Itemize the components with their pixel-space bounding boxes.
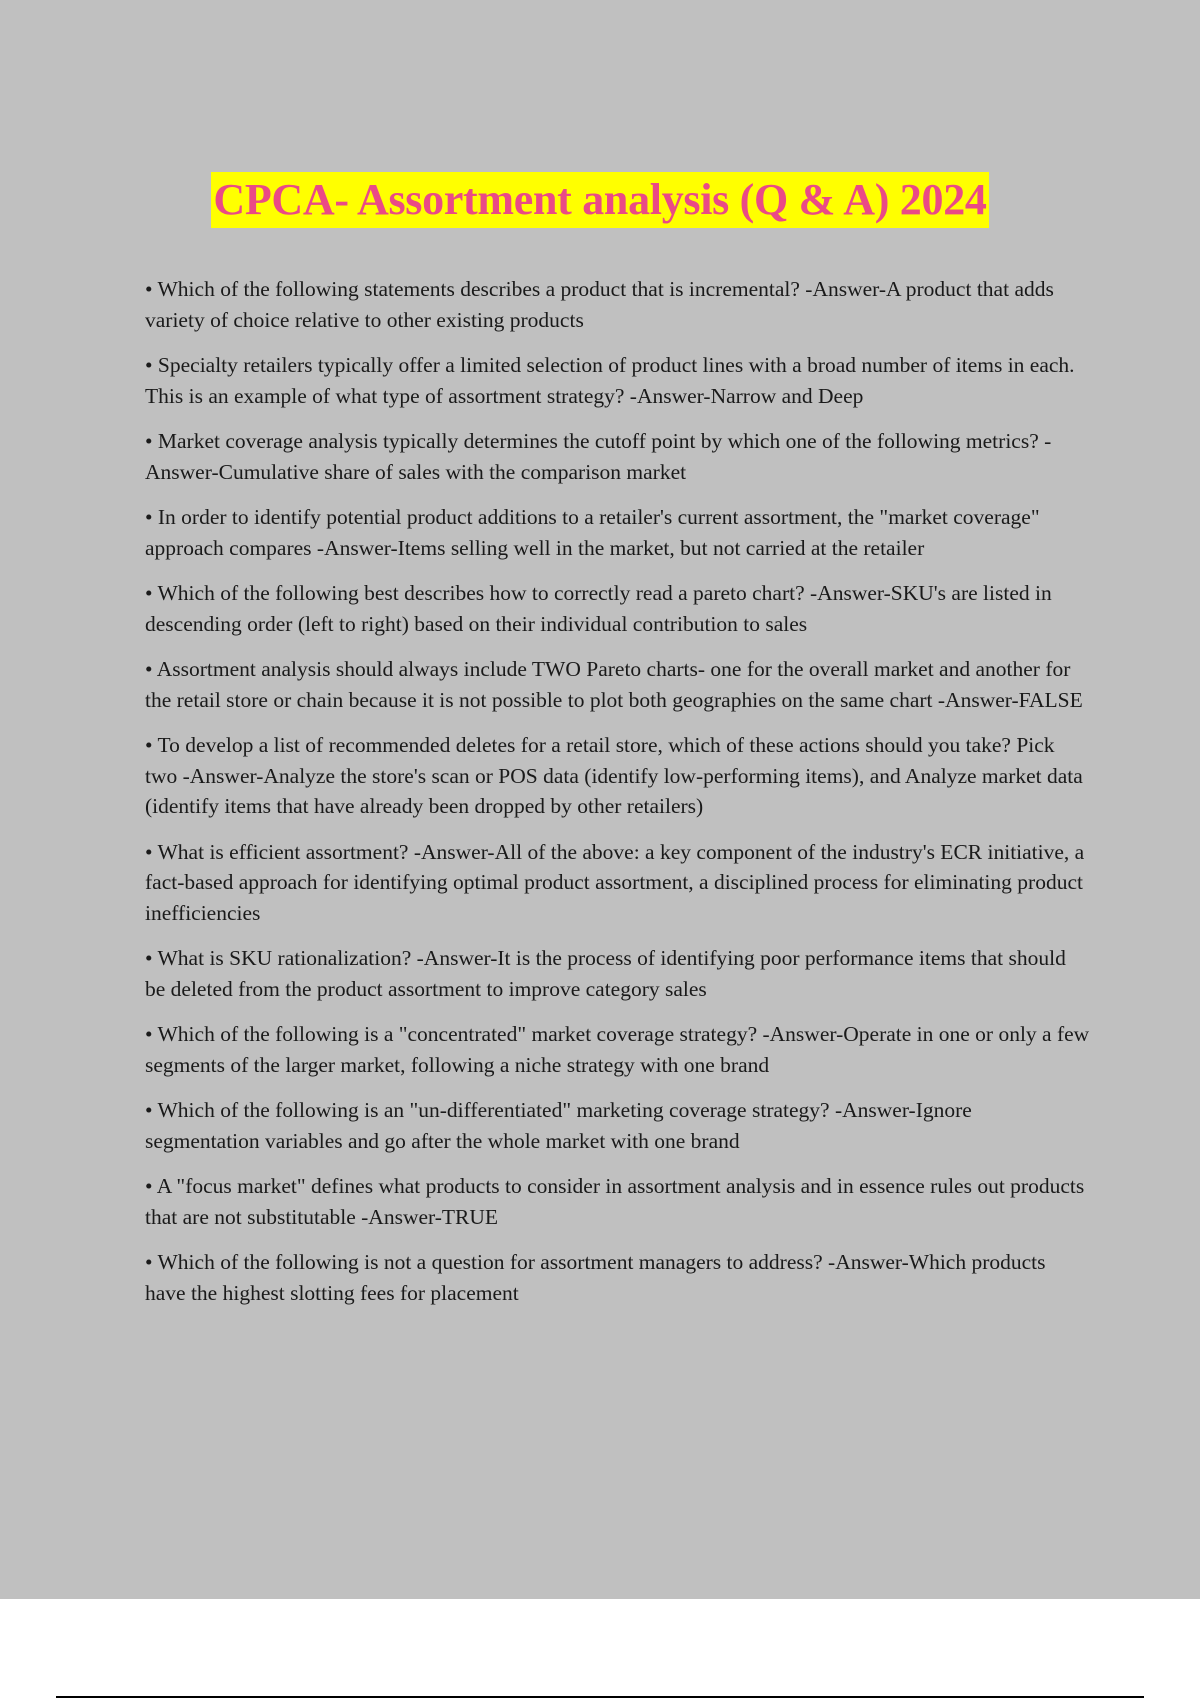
qa-list [145, 274, 1090, 1323]
qa-item: • Assortment analysis should always include TWO Pareto charts- one for the overall market and another for the retail store or chain because it is not possible to plot both geographies on the same chart -Answer-FALSE [145, 657, 1083, 712]
page-bottom-rule [56, 1696, 1144, 1698]
qa-item: • Which of the following statements describes a product that is incremental? -Answer-A product that adds variety of choice relative to other existing products [145, 277, 1054, 332]
qa-item: • Market coverage analysis typically determines the cutoff point by which one of the following metrics? -Answer-Cumulative share of sales with the comparison market [145, 429, 1052, 484]
qa-item: • In order to identify potential product additions to a retailer's current assortment, the "market coverage" approach compares -Answer-Items selling well in the market, but not carried at the retailer [145, 505, 1040, 560]
qa-item: • A "focus market" defines what products to consider in assortment analysis and in essence rules out products that are not substitutable -Answer-TRUE [145, 1174, 1085, 1229]
qa-item: • Which of the following is not a question for assortment managers to address? -Answer-Which products have the highest slotting fees for placement [145, 1250, 1046, 1305]
qa-item: • Which of the following is a "concentrated" market coverage strategy? -Answer-Operate in one or only a few segments of the larger market, following a niche strategy with one brand [145, 1022, 1090, 1077]
qa-item: • What is efficient assortment? -Answer-All of the above: a key component of the industry's ECR initiative, a fact-based approach for identifying optimal product assortment, a disciplined process for eliminating product inefficiencies [145, 839, 1085, 925]
qa-item: • What is SKU rationalization? -Answer-It is the process of identifying poor performance items that should be deleted from the product assortment to improve category sales [145, 946, 1066, 1001]
document-title: CPCA- Assortment analysis (Q & A) 2024 [211, 172, 988, 228]
qa-item: • Which of the following is an "un-differentiated" marketing coverage strategy? -Answer-Ignore segmentation variables and go after the whole market with one brand [145, 1098, 972, 1153]
qa-item: • Which of the following best describes how to correctly read a pareto chart? -Answer-SKU's are listed in descending order (left to right) based on their individual contribution to sales [145, 581, 1052, 636]
qa-item: • To develop a list of recommended deletes for a retail store, which of these actions should you take? Pick two -Answer-Analyze the store's scan or POS data (identify low-performing items), and Analyze market data (identify items that have already been dropped by other retailers) [145, 733, 1083, 818]
qa-item: • Specialty retailers typically offer a limited selection of product lines with a broad number of items in each. This is an example of what type of assortment strategy? -Answer-Narrow and Deep [145, 353, 1075, 408]
title-container [0, 172, 1200, 228]
